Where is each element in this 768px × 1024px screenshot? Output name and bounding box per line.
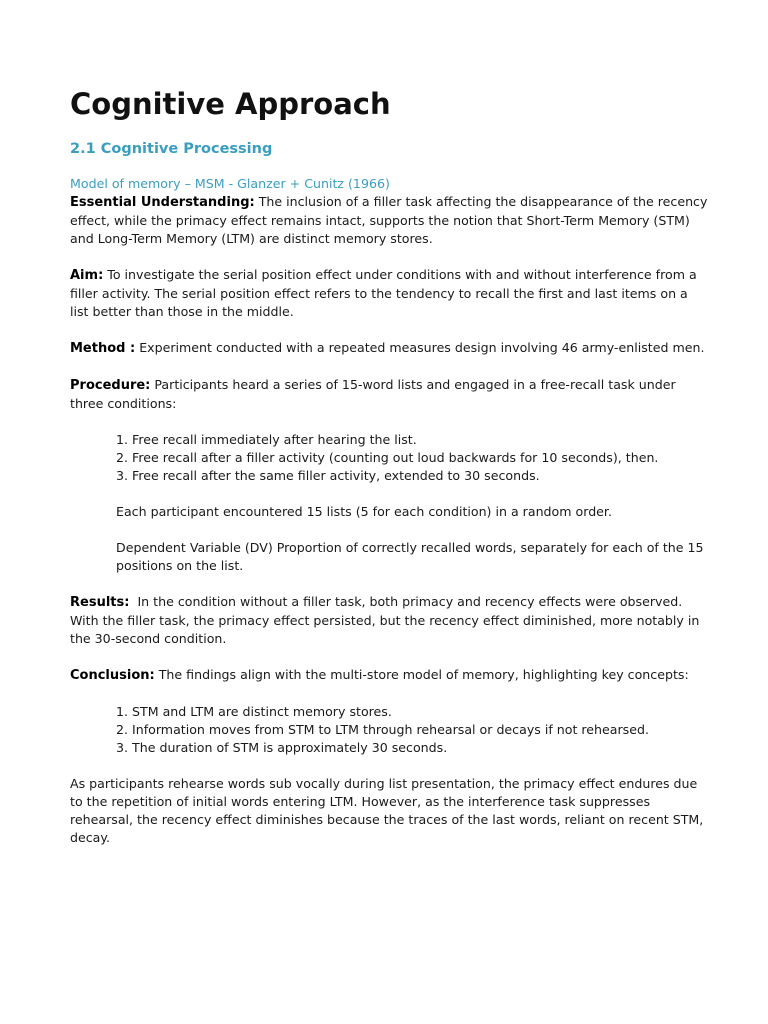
method-text: Experiment conducted with a repeated measures design involving 46 army-enlisted men. bbox=[135, 340, 705, 355]
conclusion-text: The findings align with the multi-store model of memory, highlighting key concepts: bbox=[154, 667, 689, 682]
conclusion-paragraph bbox=[70, 666, 710, 685]
aim-paragraph bbox=[70, 266, 710, 321]
list-item: 1. Free recall immediately after hearing the list. bbox=[116, 432, 417, 447]
conclusion-label: Conclusion: bbox=[70, 668, 155, 683]
section-heading: 2.1 Cognitive Processing bbox=[70, 141, 273, 157]
final-paragraph: As participants rehearse words sub vocally during list presentation, the primacy effect endures due to the repetition of initial words entering LTM. However, as the interference task suppresses rehearsal, the recency effect diminishes because the traces of the last words, reliant on recent STM, decay. bbox=[70, 776, 704, 845]
essential-paragraph bbox=[70, 193, 710, 248]
page-title: Cognitive Approach bbox=[70, 87, 391, 121]
aim-text: To investigate the serial position effect under conditions with and without interference from a filler activity. The serial position effect refers to the tendency to recall the first and last items on a list better than those in the middle. bbox=[70, 267, 697, 319]
list-item: 1. STM and LTM are distinct memory stores. bbox=[116, 704, 392, 719]
results-label: Results: bbox=[70, 595, 130, 610]
procedure-paragraph bbox=[70, 376, 710, 413]
aim-label: Aim: bbox=[70, 268, 104, 283]
list-item: 2. Free recall after a filler activity (counting out loud backwards for 10 seconds), then. bbox=[116, 450, 659, 465]
model-line: Model of memory – MSM - Glanzer + Cunitz (1966) bbox=[70, 176, 390, 191]
procedure-note-lists: Each participant encountered 15 lists (5 for each condition) in a random order. bbox=[116, 504, 612, 519]
essential-label: Essential Understanding: bbox=[70, 195, 255, 210]
essential-text: The inclusion of a filler task affecting the disappearance of the recency effect, while the primacy effect remains intact, supports the notion that Short-Term Memory (STM) and Long-Term Memory (LTM) are distinct memory stores. bbox=[70, 194, 708, 246]
conclusion-list bbox=[116, 703, 710, 757]
document-page bbox=[70, 84, 710, 847]
method-label: Method : bbox=[70, 341, 136, 356]
method-paragraph bbox=[70, 339, 710, 358]
procedure-text: Participants heard a series of 15-word lists and engaged in a free-recall task under three conditions: bbox=[70, 377, 676, 411]
results-paragraph bbox=[70, 593, 710, 648]
procedure-label: Procedure: bbox=[70, 378, 151, 393]
list-item: 3. Free recall after the same filler activity, extended to 30 seconds. bbox=[116, 468, 540, 483]
list-item: 2. Information moves from STM to LTM through rehearsal or decays if not rehearsed. bbox=[116, 722, 649, 737]
procedure-note-dv: Dependent Variable (DV) Proportion of correctly recalled words, separately for each of the 15 positions on the list. bbox=[116, 540, 704, 573]
results-text: In the condition without a filler task, both primacy and recency effects were observed. With the filler task, the primacy effect persisted, but the recency effect diminished, more notably in the 30-second condition. bbox=[70, 594, 704, 646]
procedure-conditions-list bbox=[116, 431, 710, 485]
list-item: 3. The duration of STM is approximately 30 seconds. bbox=[116, 740, 448, 755]
